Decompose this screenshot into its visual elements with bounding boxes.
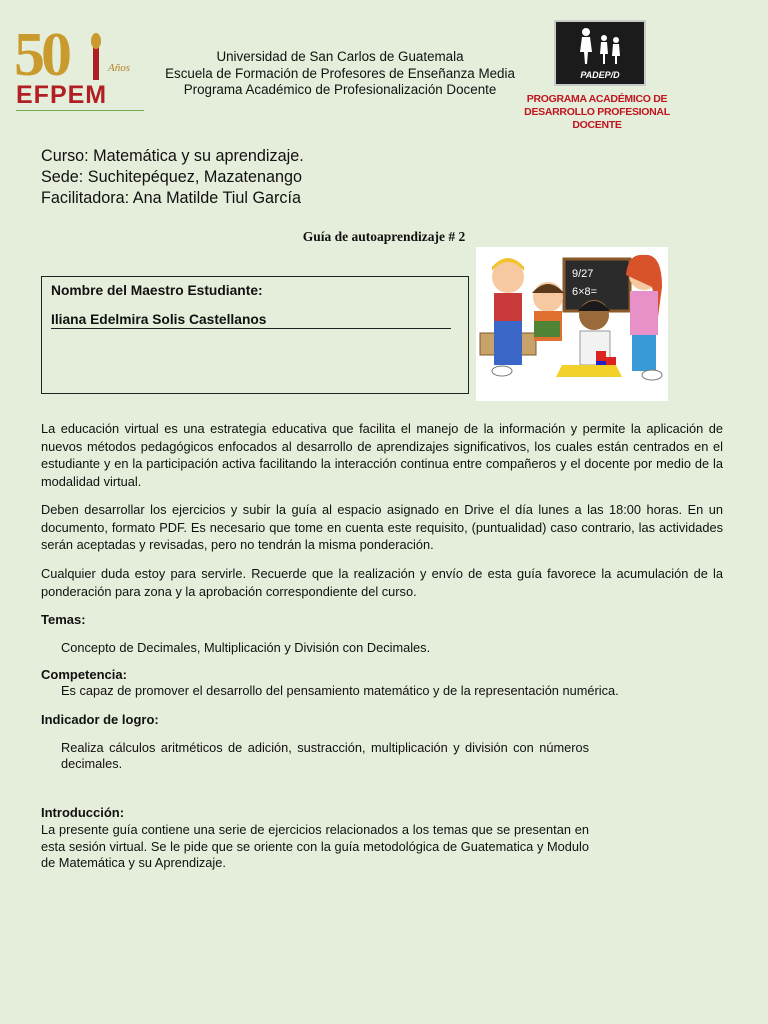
student-label: Nombre del Maestro Estudiante: (51, 283, 263, 298)
logo-efpem-text: EFPEM (16, 81, 108, 109)
program-name: Programa Académico de Profesionalización Docente (183, 82, 497, 98)
indicador-heading: Indicador de logro: (41, 712, 159, 727)
temas-heading: Temas: (41, 612, 86, 627)
padep-caption (522, 93, 672, 132)
course-info (41, 146, 304, 209)
temas-text: Concepto de Decimales, Multiplicación y División con Decimales. (61, 640, 431, 655)
torch-icon (84, 32, 108, 82)
course-facilitator: Facilitadora: Ana Matilde Tiul García (41, 189, 302, 207)
padep-caption-line2: DESARROLLO PROFESIONAL DOCENTE (524, 106, 670, 131)
logo-divider (16, 110, 144, 115)
board-text-2: 6×8= (572, 286, 598, 298)
university-name: Universidad de San Carlos de Guatemala (216, 49, 464, 64)
introduccion-heading: Introducción: (41, 805, 125, 820)
instructions-paragraph: Deben desarrollar los ejercicios y subir la guía al espacio asignado en Drive el día lunes a las 18:00 horas. En un documento, formato PDF. Es necesario que tome en cuenta este requisito, (puntualidad) caso contrario, las actividades serán aceptadas y revisadas, pero no tendrán la misma ponderación. (41, 502, 723, 552)
competencia-heading: Competencia: (41, 667, 127, 682)
guide-title: Guía de autoaprendizaje # 2 (302, 229, 466, 244)
competencia-text: Es capaz de promover el desarrollo del pensamiento matemático y de la representación numérica. (61, 683, 619, 698)
introduccion-text: La presente guía contiene una serie de ejercicios relacionados a los temas que se presentan en esta sesión virtual. Se le pide que se oriente con la guía metodológica de Guatematica y Modulo de Matemática y su Aprendizaje. (41, 822, 589, 870)
intro-paragraph-1: La educación virtual es una estrategia educativa que facilita el manejo de la información y permite la aplicación de nuevos métodos pedagógicos enfocados al desarrollo de aprendizajes significativos, los cuales están centrados en el estudiante y en la participación activa facilitando la interacción continua entre compañeros y el docente por medio de la modalidad virtual. (41, 421, 723, 489)
logo-50-number: 50 (14, 21, 68, 89)
indicador-text: Realiza cálculos aritméticos de adición, sustracción, multiplicación y división con números decimales. (61, 740, 589, 771)
student-name: Iliana Edelmira Solis Castellanos (51, 312, 451, 329)
padep-logo (554, 20, 646, 86)
kids-illustration-icon (476, 247, 668, 401)
board-text-1: 9/27 (572, 268, 594, 280)
contact-paragraph: Cualquier duda estoy para servirle. Recuerde que la realización y envío de esta guía favorece la acumulación de la ponderación para zona y la aprobación correspondiente del curso. (41, 566, 723, 599)
course-site: Sede: Suchitepéquez, Mazatenango (41, 168, 302, 186)
school-name: Escuela de Formación de Profesores de Enseñanza Media (165, 65, 515, 81)
efpem-logo (10, 21, 140, 120)
student-box (41, 276, 469, 394)
logo-anos-text: Años (108, 62, 130, 74)
padep-label: PADEP/D (580, 70, 620, 80)
institution-header (150, 49, 530, 99)
padep-caption-line1: PROGRAMA ACADÉMICO DE (526, 93, 668, 105)
course-name: Curso: Matemática y su aprendizaje. (41, 147, 304, 165)
kids-math-illustration (476, 247, 668, 401)
family-icon (574, 26, 626, 66)
